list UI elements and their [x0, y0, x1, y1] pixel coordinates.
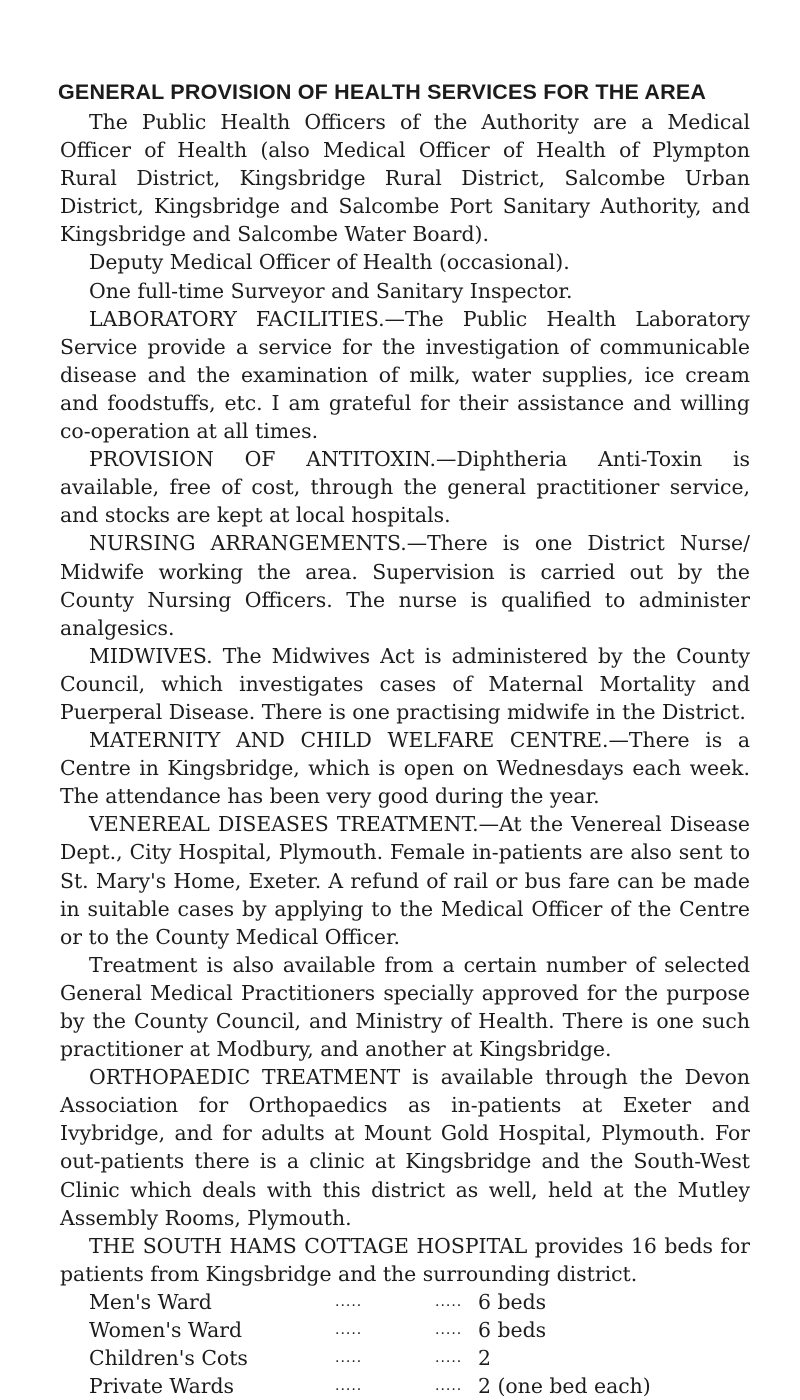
leader-dots: ..... [335, 1350, 363, 1367]
leader-dots: ..... [435, 1322, 463, 1339]
leader-dots: ..... [335, 1322, 363, 1339]
bed-value: 2 [478, 1346, 491, 1371]
paragraph-maternity: MATERNITY AND CHILD WELFARE CENTRE.—There is a Centre in Kingsbridge, which is open on Wednesdays each week. The attendance has been very good during the year. [60, 728, 750, 809]
paragraph-deputy: Deputy Medical Officer of Health (occasional). [89, 250, 570, 275]
bed-value: 2 (one bed each) [478, 1374, 651, 1399]
leader-dots: ..... [335, 1378, 363, 1395]
paragraph-antitoxin: PROVISION OF ANTITOXIN.—Diphtheria Anti-Toxin is available, free of cost, through the general practitioner service, and stocks are kept at local hospitals. [60, 447, 750, 528]
bed-row-childrens-cots [60, 1344, 750, 1372]
paragraph-midwives: MIDWIVES. The Midwives Act is administered by the County Council, which investigates cases of Maternal Mortality and Puerperal Disease. There is one practising midwife in the District. [60, 643, 750, 724]
bed-row-mens-ward [60, 1288, 750, 1316]
bed-label: Women's Ward [89, 1318, 243, 1343]
leader-dots: ..... [435, 1293, 463, 1310]
document-page [60, 78, 750, 1400]
paragraph-laboratory: LABORATORY FACILITIES.—The Public Health Laboratory Service provide a service for the investigation of communicable disease and the examination of milk, water supplies, ice cream and foodstuffs, etc. I am grateful for their assistance and willing co-operation at all times. [60, 306, 750, 444]
bed-label: Children's Cots [89, 1346, 248, 1371]
bed-row-womens-ward [60, 1316, 750, 1344]
leader-dots: ..... [435, 1350, 463, 1367]
bed-label: Men's Ward [89, 1289, 212, 1314]
paragraph-cottage-hospital: THE SOUTH HAMS COTTAGE HOSPITAL provides 16 beds for patients from Kingsbridge and the surrounding district. [60, 1233, 750, 1286]
bed-value: 6 beds [478, 1318, 547, 1343]
paragraph-orthopaedic: ORTHOPAEDIC TREATMENT is available through the Devon Association for Orthopaedics as in-patients at Exeter and Ivybridge, and for adults at Mount Gold Hospital, Plymouth. For out-patients there is a clinic at Kingsbridge and the South-West Clinic which deals with this district as well, held at the Mutley Assembly Rooms, Plymouth. [60, 1065, 750, 1230]
paragraph-practitioners: Treatment is also available from a certain number of selected General Medical Practitioners specially approved for the purpose by the County Council, and Ministry of Health. There is one such practitioner at Modbury, and another at Kingsbridge. [60, 952, 750, 1062]
paragraph-officers: The Public Health Officers of the Authority are a Medical Officer of Health (also Medical Officer of Health of Plympton Rural District, Kingsbridge Rural District, Salcombe Urban District, Kingsbridge and Salcombe Port Sanitary Authority, and Kingsbridge and Salcombe Water Board). [60, 110, 750, 247]
paragraph-surveyor: One full-time Surveyor and Sanitary Inspector. [89, 278, 573, 303]
bed-value: 6 beds [478, 1289, 547, 1314]
paragraph-venereal: VENEREAL DISEASES TREATMENT.—At the Venereal Disease Dept., City Hospital, Plymouth. Female in-patients are also sent to St. Mary's Home, Exeter. A refund of rail or bus fare can be made in suitable cases by applying to the Medical Officer of the Centre or to the County Medical Officer. [60, 812, 750, 949]
bed-label: Private Wards [89, 1374, 235, 1399]
bed-list [60, 1288, 750, 1400]
paragraph-nursing: NURSING ARRANGEMENTS.—There is one District Nurse/ Midwife working the area. Supervision is carried out by the County Nursing Officers. The nurse is qualified to administer analgesics. [60, 531, 750, 640]
leader-dots: ..... [435, 1378, 463, 1395]
bed-row-private-wards [60, 1372, 750, 1400]
leader-dots: ..... [335, 1293, 363, 1310]
page-heading: GENERAL PROVISION OF HEALTH SERVICES FOR THE AREA [58, 80, 707, 104]
